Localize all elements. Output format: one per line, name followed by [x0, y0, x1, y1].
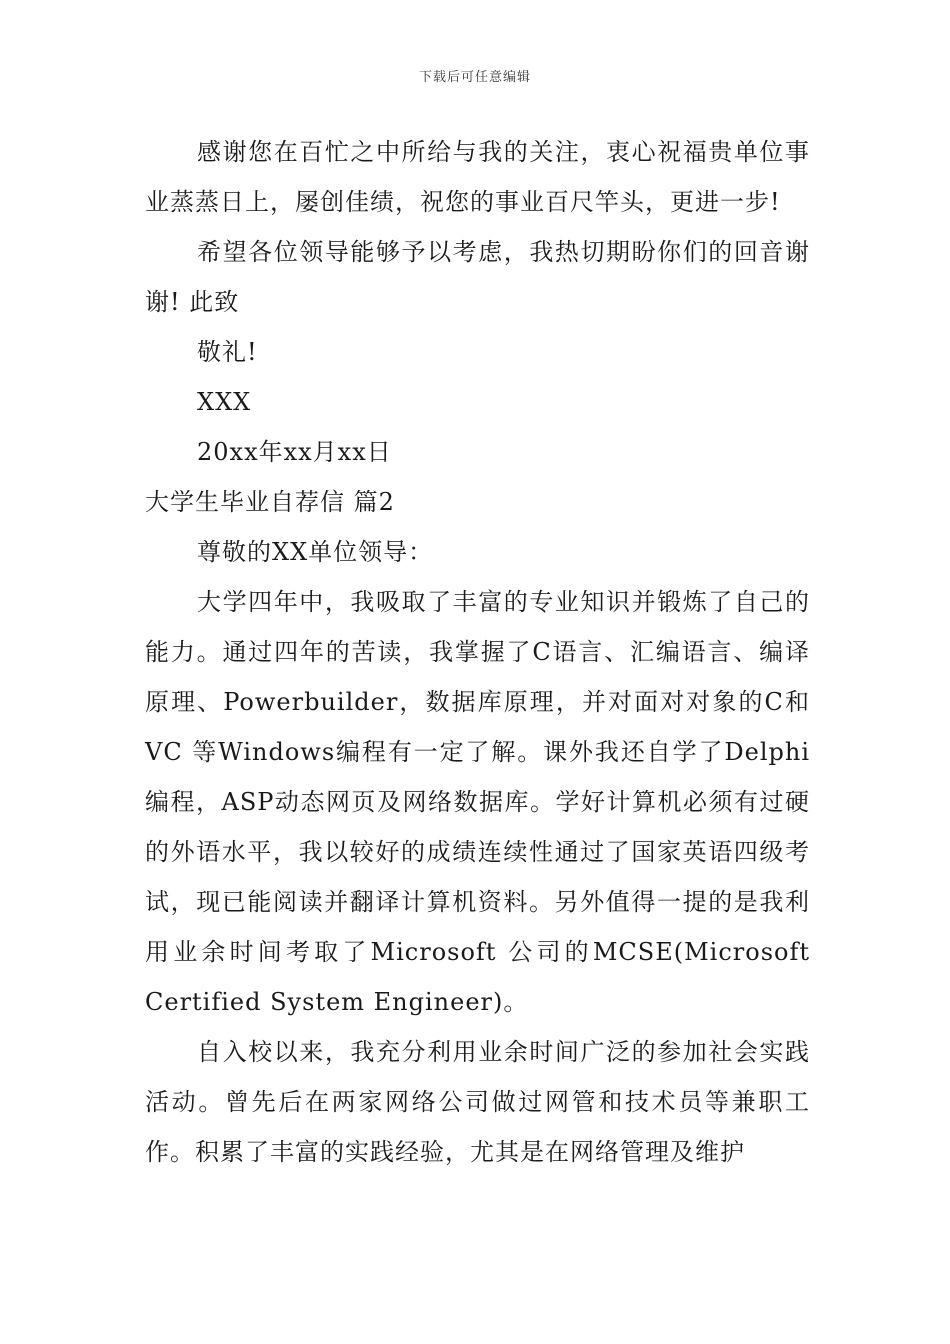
skills-paragraph: 大学四年中，我吸取了丰富的专业知识并锻炼了自己的能力。通过四年的苦读，我掌握了C语言、汇编语言、编译原理、Powerbuilder，数据库原理，并对面对对象的C和VC 等Windows编程有一定了解。课外我还自学了Delphi编程，ASP动态网页及网络数据库。学好计算机必须有过硬的外语水平，我以较好的成绩连续性通过了国家英语四级考试，现已能阅读并翻译计算机资料。另外值得一提的是我利用业余时间考取了Microsoft 公司的MCSE(Microsoft Certified System Engineer)。 [145, 588, 810, 1016]
practice-paragraph: 自入校以来，我充分利用业余时间广泛的参加社会实践活动。曾先后在两家网络公司做过网管和技术员等兼职工作。积累了丰富的实践经验，尤其是在网络管理及维护 [145, 1038, 810, 1166]
salute-line: 敬礼! [197, 338, 258, 366]
closing-paragraph: 感谢您在百忙之中所给与我的关注，衷心祝福贵单位事业蒸蒸日上，屡创佳绩，祝您的事业百尺竿头，更进一步! [145, 138, 810, 216]
salutation: 尊敬的XX单位领导： [197, 538, 434, 566]
section-title: 大学生毕业自荐信 篇2 [145, 488, 395, 516]
hope-paragraph: 希望各位领导能够予以考虑，我热切期盼你们的回音谢谢! 此致 [145, 238, 810, 316]
document-body [145, 127, 810, 1177]
signature-name: XXX [197, 388, 252, 416]
signature-date: 20xx年xx月xx日 [197, 438, 392, 466]
page-header: 下载后可任意编辑 [418, 70, 531, 85]
